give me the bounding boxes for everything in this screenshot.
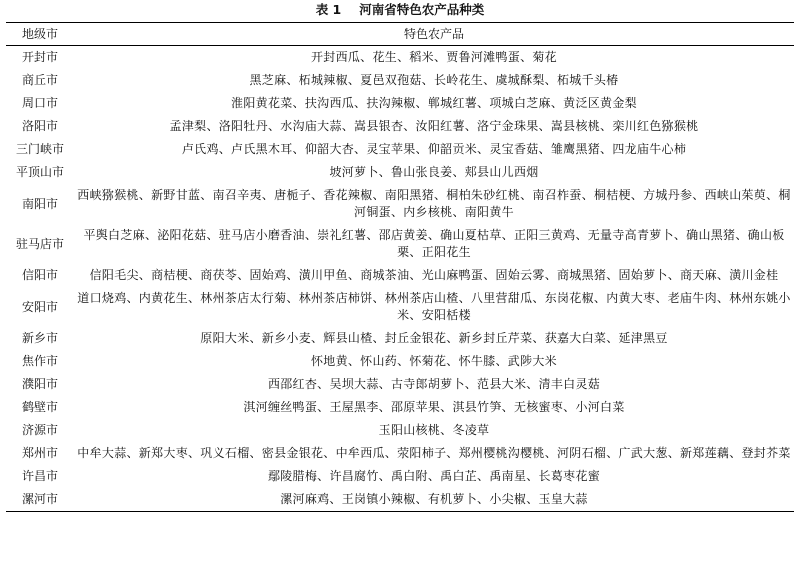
table-row bbox=[6, 161, 794, 184]
products-cell: 原阳大米、新乡小麦、辉县山楂、封丘金银花、新乡封丘芹菜、获嘉大白菜、延津黑豆 bbox=[200, 331, 668, 345]
city-cell: 南阳市 bbox=[21, 196, 58, 211]
table-title: 河南省特色农产品种类 bbox=[359, 2, 485, 17]
products-cell: 信阳毛尖、商桔梗、商茯苓、固始鸡、潢川甲鱼、商城茶油、光山麻鸭蛋、固始云雾、商城黑猪、固始萝卜、商天麻、潢川金桂 bbox=[89, 268, 779, 282]
products-cell: 黑芝麻、柘城辣椒、夏邑双孢菇、长岭花生、虞城酥梨、柘城千头椿 bbox=[249, 73, 619, 87]
table-row bbox=[6, 396, 794, 419]
city-cell: 濮阳市 bbox=[21, 377, 58, 391]
table-body bbox=[6, 46, 794, 512]
city-cell: 驻马店市 bbox=[15, 236, 64, 251]
products-cell: 西邵红杏、吴坝大蒜、古寺郎胡萝卜、范县大米、清丰白灵菇 bbox=[267, 377, 601, 391]
header-products: 特色农产品 bbox=[403, 27, 464, 41]
products-cell: 开封西瓜、花生、稻米、贾鲁河滩鸭蛋、菊花 bbox=[310, 50, 557, 64]
city-cell: 三门峡市 bbox=[15, 142, 64, 156]
table-row bbox=[6, 373, 794, 396]
table-row bbox=[6, 69, 794, 92]
products-cell: 孟津梨、洛阳牡丹、水沟庙大蒜、嵩县银杏、汝阳红薯、洛宁金珠果、嵩县核桃、栾川红色猕猴桃 bbox=[169, 119, 699, 133]
products-cell: 淇河缠丝鸭蛋、王屋黑李、邵原苹果、淇县竹笋、无核蜜枣、小河白菜 bbox=[243, 400, 625, 414]
city-cell: 漯河市 bbox=[21, 492, 58, 506]
products-cell: 中牟大蒜、新郑大枣、巩义石榴、密县金银花、中牟西瓜、荥阳柿子、郑州樱桃沟樱桃、河阴石榴、广武大葱、新郑莲藕、登封芥菜 bbox=[77, 446, 791, 460]
table-number: 表 1 bbox=[315, 2, 342, 17]
products-cell: 平舆白芝麻、泌阳花菇、驻马店小磨香油、崇礼红薯、邵店黄姜、确山夏枯草、正阳三黄鸡、无量寺高青萝卜、确山黑猪、确山板栗、正阳花生 bbox=[83, 228, 785, 259]
products-cell: 西峡猕猴桃、新野甘蓝、南召辛夷、唐栀子、香花辣椒、南阳黑猪、桐柏朱砂红桃、南召柞蚕、桐桔梗、方城丹参、西峡山茱萸、桐河铜蛋、内乡核桃、南阳黄牛 bbox=[77, 188, 791, 219]
table-row bbox=[6, 465, 794, 488]
city-cell: 安阳市 bbox=[21, 299, 58, 314]
products-cell: 怀地黄、怀山药、怀菊花、怀牛膝、武陟大米 bbox=[310, 354, 557, 368]
city-cell: 开封市 bbox=[21, 50, 58, 64]
table-row bbox=[6, 287, 794, 327]
city-cell: 郑州市 bbox=[21, 446, 58, 460]
table-row bbox=[6, 46, 794, 70]
city-cell: 信阳市 bbox=[21, 268, 58, 282]
table-row bbox=[6, 488, 794, 512]
header-city: 地级市 bbox=[21, 27, 58, 41]
city-cell: 鹤壁市 bbox=[21, 400, 58, 414]
products-cell: 卢氏鸡、卢氏黑木耳、仰韶大杏、灵宝苹果、仰韶贡米、灵宝香菇、雏鹰黑猪、四龙庙牛心柿 bbox=[181, 142, 687, 156]
table-row bbox=[6, 442, 794, 465]
city-cell: 许昌市 bbox=[21, 469, 58, 483]
table-row bbox=[6, 419, 794, 442]
products-cell: 道口烧鸡、内黄花生、林州茶店太行菊、林州茶店柿饼、林州茶店山楂、八里营甜瓜、东岗花椒、内黄大枣、老庙牛肉、林州东姚小米、安阳栝楼 bbox=[77, 291, 791, 322]
products-cell: 淮阳黄花菜、扶沟西瓜、扶沟辣椒、郸城红薯、项城白芝麻、黄泛区黄金梨 bbox=[231, 96, 637, 110]
city-cell: 新乡市 bbox=[21, 331, 58, 345]
table-row bbox=[6, 115, 794, 138]
table-row bbox=[6, 92, 794, 115]
city-cell: 济源市 bbox=[21, 423, 58, 437]
specialty-products-table bbox=[6, 22, 794, 512]
products-cell: 坡河萝卜、鲁山张良姜、郏县山儿西烟 bbox=[329, 165, 539, 179]
products-cell: 鄢陵腊梅、许昌腐竹、禹白附、禹白芷、禹南星、长葛枣花蜜 bbox=[267, 469, 601, 483]
table-header-row bbox=[6, 23, 794, 46]
city-cell: 焦作市 bbox=[21, 354, 58, 368]
table-row bbox=[6, 184, 794, 224]
table-row bbox=[6, 350, 794, 373]
city-cell: 商丘市 bbox=[21, 73, 58, 87]
table-row bbox=[6, 264, 794, 287]
city-cell: 洛阳市 bbox=[21, 119, 58, 133]
table-row bbox=[6, 224, 794, 264]
products-cell: 漯河麻鸡、王岗镇小辣椒、有机萝卜、小尖椒、玉皇大蒜 bbox=[280, 492, 588, 506]
table-caption bbox=[0, 0, 800, 20]
table-row bbox=[6, 327, 794, 350]
city-cell: 周口市 bbox=[21, 96, 58, 110]
city-cell: 平顶山市 bbox=[15, 165, 64, 179]
products-cell: 玉阳山核桃、冬凌草 bbox=[378, 423, 490, 437]
table-row bbox=[6, 138, 794, 161]
